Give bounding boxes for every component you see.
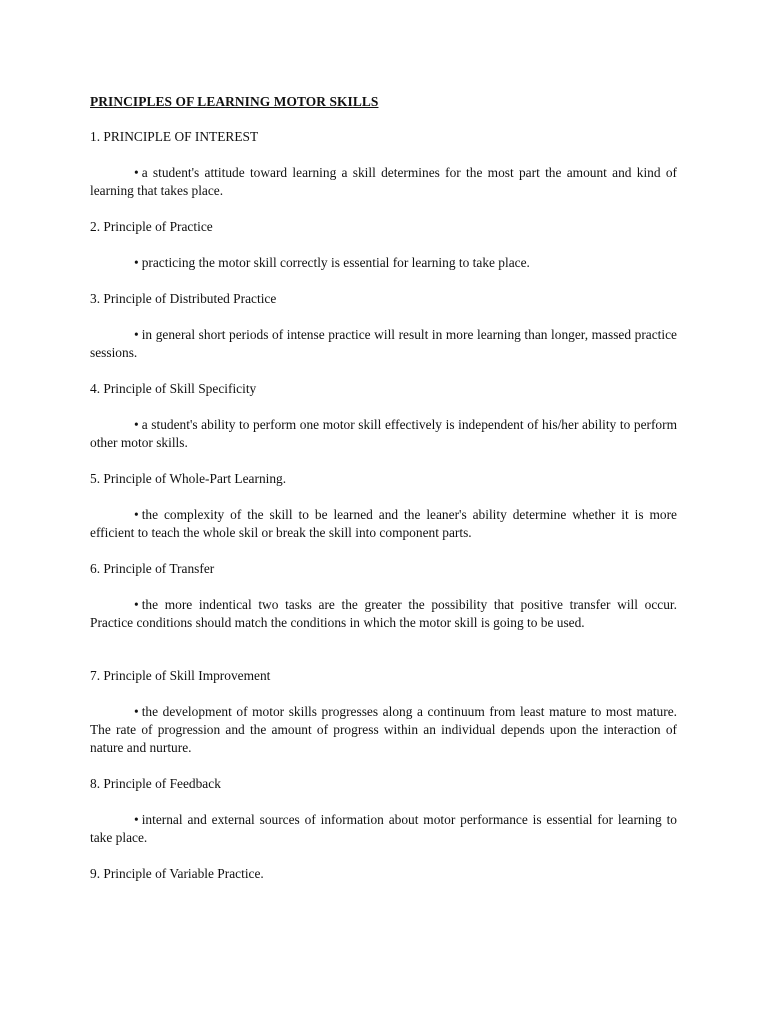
section-heading-5: 5. Principle of Whole-Part Learning. [90, 471, 287, 486]
bullet-text: a student's attitude toward learning a skill determines for the most part the amount and kind of learning that takes place. [90, 165, 677, 198]
section-heading-8: 8. Principle of Feedback [90, 776, 221, 791]
bullet-icon: • [134, 327, 139, 342]
section-heading-9: 9. Principle of Variable Practice. [90, 866, 264, 881]
bullet-text: internal and external sources of information about motor performance is essential for learning to take place. [90, 812, 677, 845]
bullet-text: the complexity of the skill to be learned and the leaner's ability determine whether it is more efficient to teach the whole skil or break the skill into component parts. [90, 507, 677, 540]
section-bullet-1 [90, 164, 677, 200]
section-bullet-4 [90, 416, 677, 452]
document-page [90, 93, 677, 901]
bullet-icon: • [134, 704, 139, 719]
bullet-icon: • [134, 812, 139, 827]
section-heading-6: 6. Principle of Transfer [90, 561, 215, 576]
section-heading-1: 1. PRINCIPLE OF INTEREST [90, 129, 259, 144]
section-bullet-8 [90, 811, 677, 847]
document-title: PRINCIPLES OF LEARNING MOTOR SKILLS [90, 94, 379, 109]
bullet-icon: • [134, 507, 139, 522]
bullet-icon: • [134, 165, 139, 180]
section-bullet-3 [90, 326, 677, 362]
bullet-text: the more indentical two tasks are the greater the possibility that positive transfer will occur. Practice conditions should match the conditions in which the motor skill is going to be used. [90, 597, 677, 630]
section-bullet-2 [90, 254, 677, 272]
bullet-text: the development of motor skills progresses along a continuum from least mature to most mature. The rate of progression and the amount of progress within an individual depends upon the interaction of nature and nurture. [90, 704, 677, 755]
bullet-icon: • [134, 255, 139, 270]
section-bullet-7 [90, 703, 677, 757]
section-heading-7: 7. Principle of Skill Improvement [90, 668, 271, 683]
bullet-icon: • [134, 417, 139, 432]
bullet-text: in general short periods of intense practice will result in more learning than longer, massed practice sessions. [90, 327, 677, 360]
section-heading-3: 3. Principle of Distributed Practice [90, 291, 277, 306]
section-bullet-5 [90, 506, 677, 542]
bullet-text: a student's ability to perform one motor skill effectively is independent of his/her ability to perform other motor skills. [90, 417, 677, 450]
bullet-text: practicing the motor skill correctly is essential for learning to take place. [141, 255, 530, 270]
bullet-icon: • [134, 597, 139, 612]
section-heading-2: 2. Principle of Practice [90, 219, 213, 234]
section-heading-4: 4. Principle of Skill Specificity [90, 381, 257, 396]
section-bullet-6 [90, 596, 677, 632]
